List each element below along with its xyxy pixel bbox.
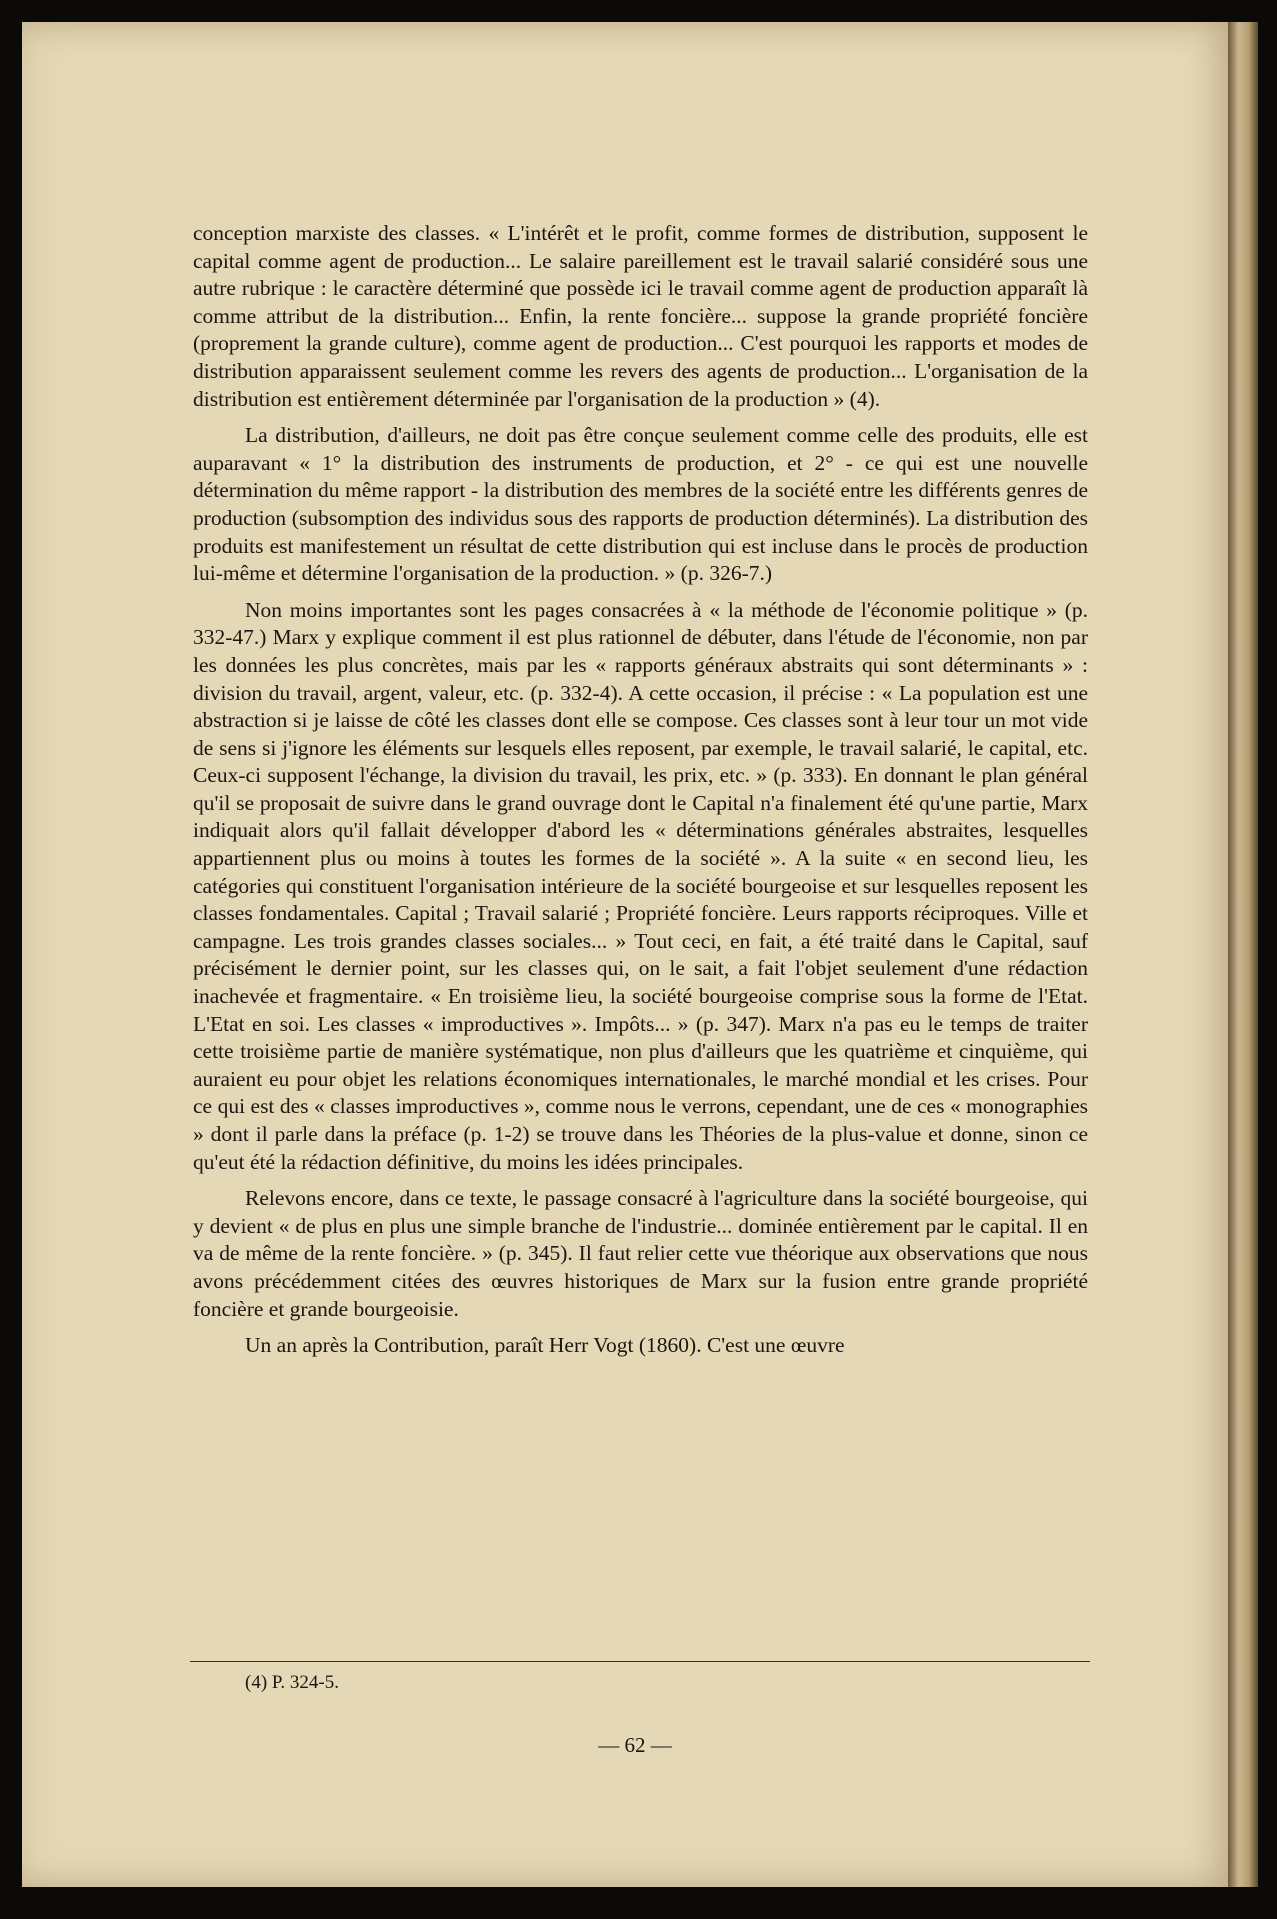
page-number: — 62 — bbox=[598, 1733, 672, 1757]
paragraph-1: conception marxiste des classes. « L'intérêt et le profit, comme formes de distribution, supposent le capital comme agent de production... Le salaire pareillement est le travail salarié considéré sous une autre rubrique : le caractère déterminé que possède ici le travail comme agent de production apparaît là comme attribut de la distribution... Enfin, la rente foncière... suppose la grande propriété foncière (proprement la grande culture), comme agent de production... C'est pourquoi les rapports et modes de distribution apparaissent seulement comme les revers des agents de production... L'organisation de la distribution est entièrement déterminée par l'organisation de la production » (4). bbox=[193, 221, 1088, 411]
paragraph-4: Relevons encore, dans ce texte, le passage consacré à l'agriculture dans la société bourgeoise, qui y devient « de plus en plus une simple branche de l'industrie... dominée entièrement par le capital. Il en va de même de la rente foncière. » (p. 345). Il faut relier cette vue théorique aux observations que nous avons précédemment citées des œuvres historiques de Marx sur la fusion entre grande propriété foncière et grande bourgeoisie. bbox=[193, 1186, 1088, 1321]
body-text bbox=[193, 220, 1088, 1360]
paragraph-5: Un an après la Contribution, paraît Herr Vogt (1860). C'est une œuvre bbox=[245, 1333, 845, 1358]
footnote-separator bbox=[190, 1661, 1090, 1662]
paragraph-3: Non moins importantes sont les pages consacrées à « la méthode de l'économie politique » (p. 332-47.) Marx y explique comment il est plus rationnel de débuter, dans l'étude de l'économie, non par les données les plus concrètes, mais par les « rapports généraux abstraits qui sont déterminants » : division du travail, argent, valeur, etc. (p. 332-4). A cette occasion, il précise : « La population est une abstraction si je laisse de côté les classes dont elle se compose. Ces classes sont à leur tour un mot vide de sens si j'ignore les éléments sur lesquels elles reposent, par exemple, le travail salarié, le capital, etc. Ceux-ci supposent l'échange, la division du travail, les prix, etc. » (p. 333). En donnant le plan général qu'il se proposait de suivre dans le grand ouvrage dont le Capital n'a finalement été qu'une partie, Marx indiquait alors qu'il fallait développer d'abord les « déterminations générales abstraites, lesquelles appartiennent plus ou moins à toutes les formes de la société ». A la suite « en second lieu, les catégories qui constituent l'organisation intérieure de la société bourgeoise et sur lesquelles reposent les classes fondamentales. Capital ; Travail salarié ; Propriété foncière. Leurs rapports réciproques. Ville et campagne. Les trois grandes classes sociales... » Tout ceci, en fait, a été traité dans le Capital, sauf précisément le dernier point, sur les classes qui, on le sait, a fait l'objet seulement d'une rédaction inachevée et fragmentaire. « En troisième lieu, la société bourgeoise comprise sous la forme de l'Etat. L'Etat en soi. Les classes « improductives ». Impôts... » (p. 347). Marx n'a pas eu le temps de traiter cette troisième partie de manière systématique, non plus d'ailleurs que les quatrième et cinquième, qui auraient eu pour objet les relations économiques internationales, le marché mondial et les crises. Pour ce qui est des « classes improductives », comme nous le verrons, cependant, une de ces « monographies » dont il parle dans la préface (p. 1-2) se trouve dans les Théories de la plus-value et donne, sinon ce qu'eut été la rédaction définitive, du moins les idées principales. bbox=[193, 597, 1088, 1174]
footnote: (4) P. 324-5. bbox=[245, 1672, 339, 1693]
book-spine bbox=[1228, 22, 1258, 1887]
paragraph-2: La distribution, d'ailleurs, ne doit pas être conçue seulement comme celle des produits, elle est auparavant « 1° la distribution des instruments de production, et 2° - ce qui est une nouvelle détermination du même rapport - la distribution des membres de la société entre les différents genres de production (subsomption des individus sous des rapports de production déterminés). La distribution des produits est manifestement un résultat de cette distribution qui est incluse dans le procès de production lui-même et détermine l'organisation de la production. » (p. 326-7.) bbox=[193, 423, 1088, 586]
